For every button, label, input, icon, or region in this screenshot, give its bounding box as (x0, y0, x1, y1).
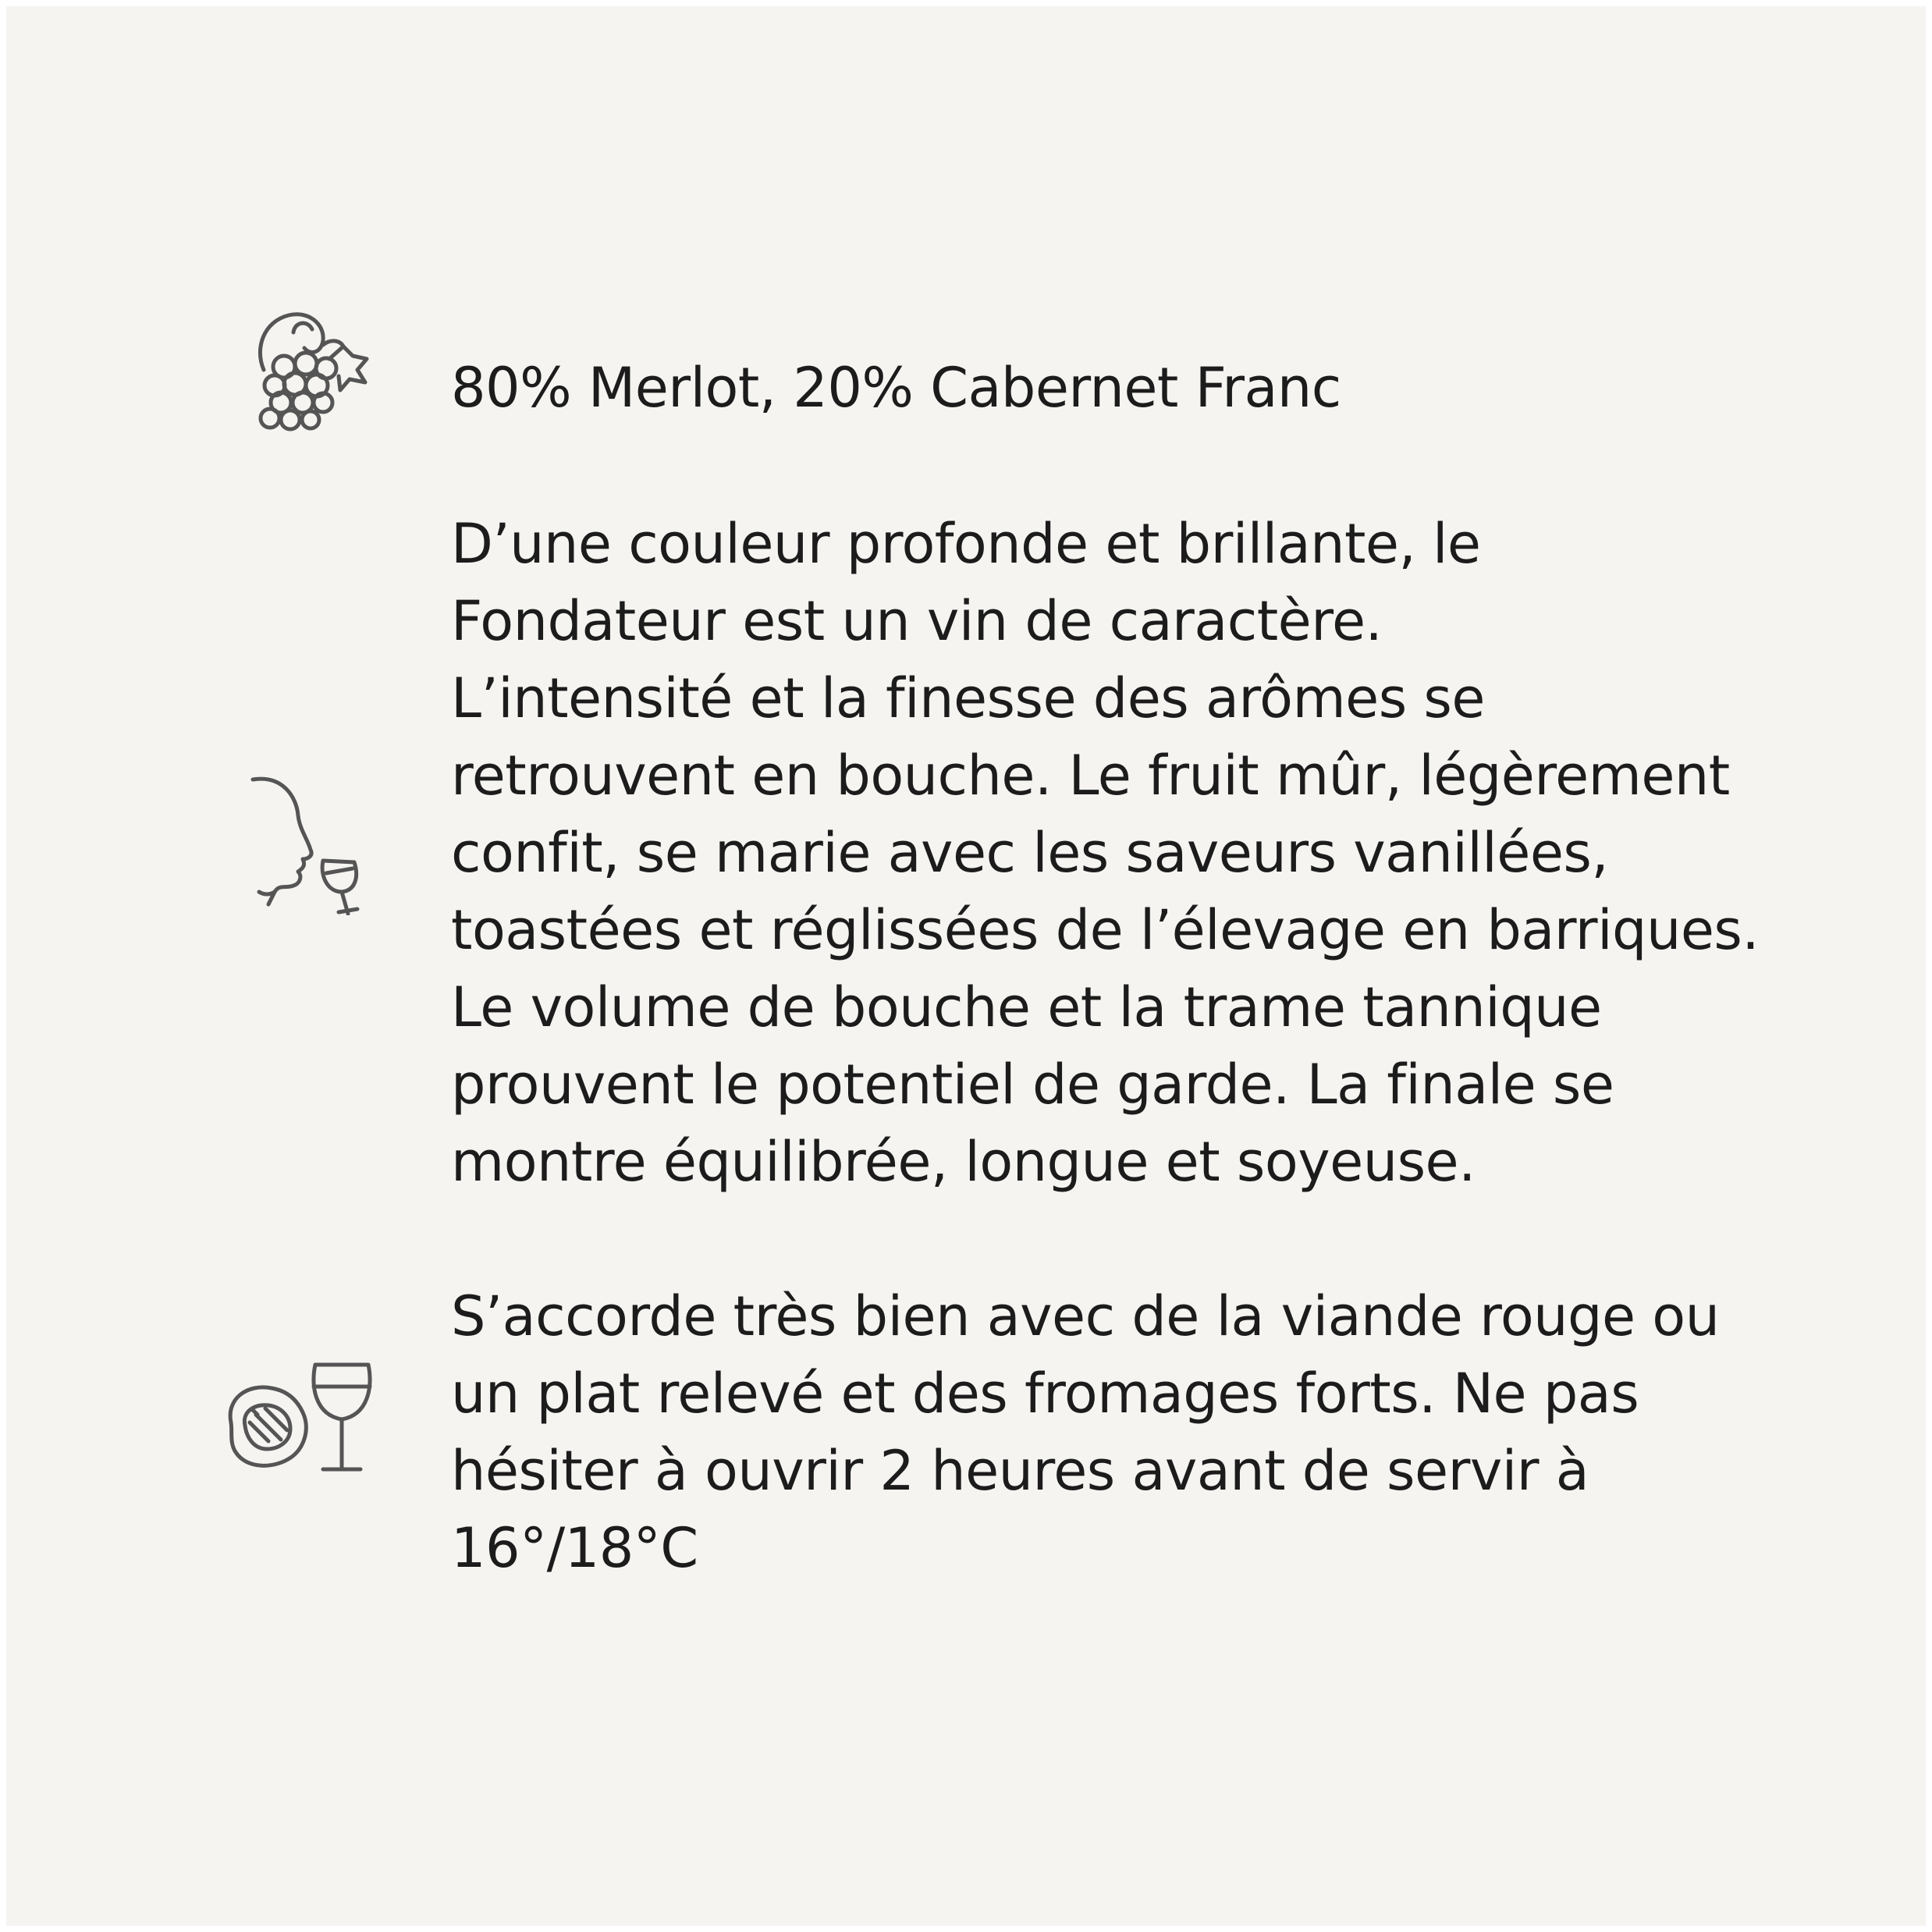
wine-info-card (6, 6, 1926, 1926)
steak-wine-icon (223, 1360, 379, 1477)
grape-varieties-text: 80% Merlot, 20% Cabernet Franc (451, 356, 1341, 420)
tasting-notes-text: D’une couleur profonde et brillante, le Fondateur est un vin de caractère. L’intensité et la finesse des arômes se retrouvent en bouche. Le fruit mûr, légèrement confit, se marie avec les saveurs vanillées, toastées et réglissées de l’élevage en barriques. Le volume de bouche et la trame tannique prouvent le potentiel de garde. La finale se montre équilibrée, longue et soyeuse. (451, 512, 1760, 1194)
tasting-face-icon (248, 775, 373, 915)
food-pairing-text: S’accorde très bien avec de la viande rouge ou un plat relevé et des fromages forts. Ne pas hésiter à ouvrir 2 heures avant de servir à 16°/18°C (451, 1284, 1720, 1580)
grape-icon (248, 301, 389, 442)
